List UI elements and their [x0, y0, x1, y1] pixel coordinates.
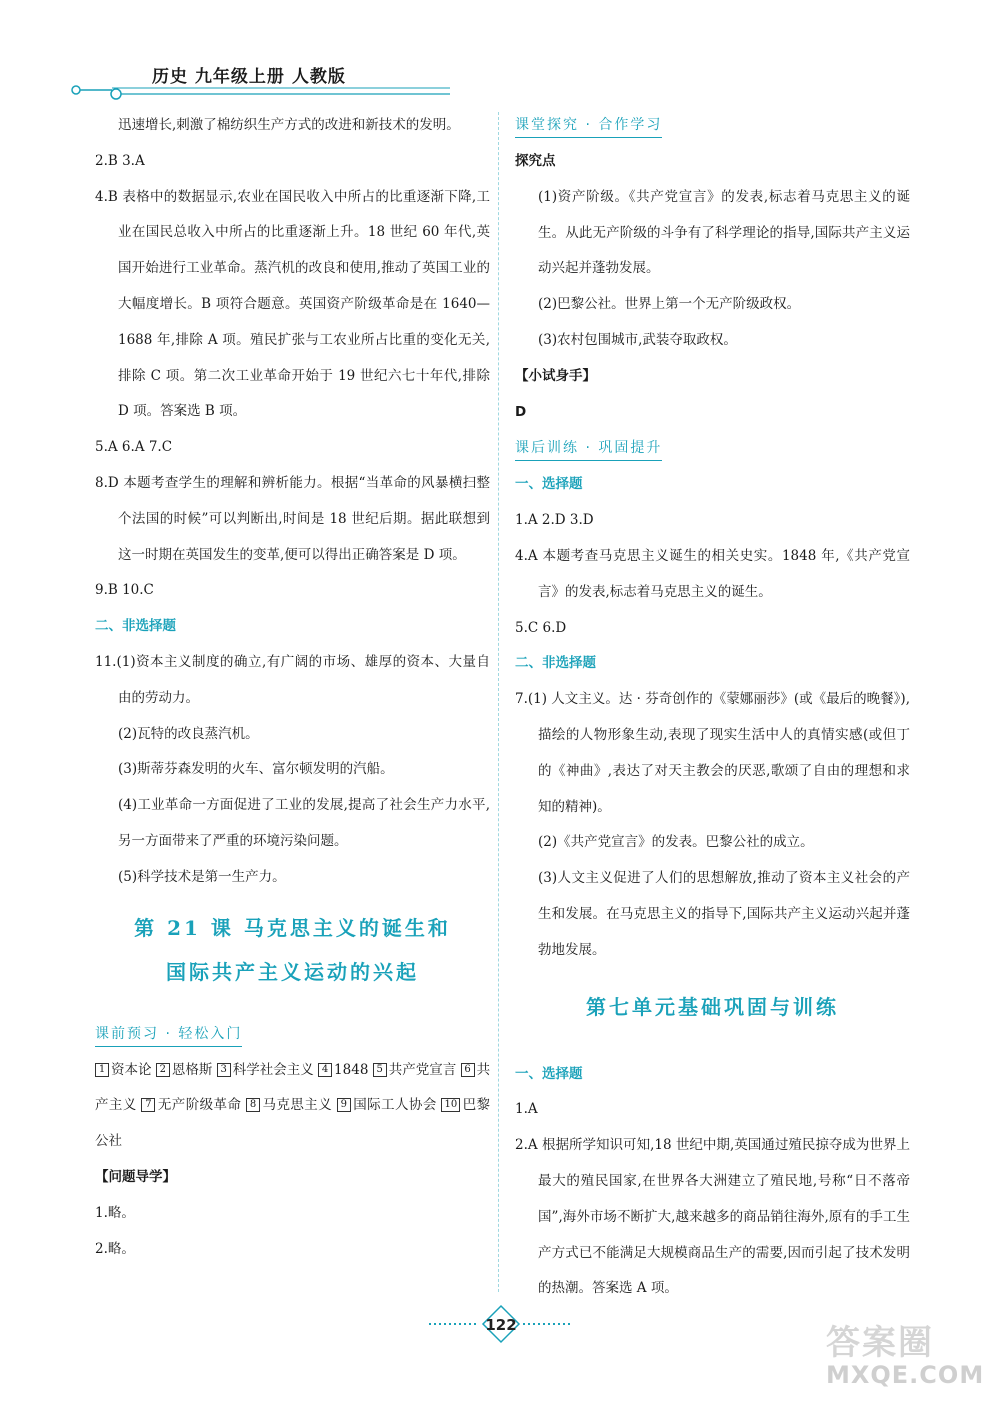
fill-number-box: 4 [318, 1063, 332, 1077]
answer-7-3: (3)人文主义促进了人们的思想解放,推动了资本主义社会的产生和发展。在马克思主义的指导下,国际共产主义运动兴起并蓬勃地发展。 [538, 870, 910, 958]
right-column [515, 108, 910, 1307]
fill-text: 科学社会主义 [232, 1061, 314, 1078]
fill-item [95, 1062, 152, 1078]
fill-item [318, 1062, 368, 1078]
answer-11-3: (3)斯蒂芬森发明的火车、富尔顿发明的汽船。 [118, 761, 394, 778]
answer-8: 8.D 本题考查学生的理解和辨析能力。根据“当革命的风暴横扫整个法国的时候”可以判断出,时间是 18 世纪后期。据此联想到这一时期在英国发生的变革,便可以得出正确答案是 D 项。 [95, 474, 490, 563]
fill-item [217, 1062, 314, 1078]
fill-item [337, 1097, 437, 1113]
fill-item [246, 1097, 332, 1113]
explore-answer-3: (3)农村包围城市,武装夺取政权。 [538, 331, 737, 348]
answer-line: 9.B 10.C [95, 582, 154, 599]
explore-answer-2: (2)巴黎公社。世界上第一个无产阶级政权。 [538, 296, 801, 313]
answer-line: 迅速增长,刺激了棉纺织生产方式的改进和新技术的发明。 [118, 117, 460, 133]
fill-number-box: 7 [141, 1098, 155, 1112]
answer-line: 1.A 2.D 3.D [515, 512, 594, 529]
answer-11-5: (5)科学技术是第一生产力。 [118, 868, 286, 885]
left-column [95, 108, 490, 1267]
unit-title: 第七单元基础巩固与训练 [586, 994, 839, 1019]
try-label: 【小试身手】 [515, 367, 596, 384]
guide-answer-2: 2.略。 [95, 1240, 135, 1257]
watermark-logo [820, 1315, 990, 1395]
book-title: 历史 九年级上册 人教版 [152, 67, 346, 87]
answer-2: 2.A 根据所学知识可知,18 世纪中期,英国通过殖民掠夺成为世界上最大的殖民国家,在世界各大洲建立了殖民地,号称“日不落帝国”,海外市场不断扩大,越来越多的商品销往海外,原有的手工生产方式已不能满足大规模商品生产的需要,因而引起了技术发明的热潮。答案选 A 项。 [515, 1137, 910, 1297]
lesson-title-line-1: 第 21 课 马克思主义的诞生和 [134, 915, 451, 940]
answer-line: 5.A 6.A 7.C [95, 439, 173, 456]
answer-11-1: 11.(1)资本主义制度的确立,有广阔的市场、雄厚的资本、大量自由的劳动力。 [95, 653, 490, 706]
fill-number-box: 5 [373, 1063, 387, 1077]
watermark-cn: 答案圈 [826, 1323, 934, 1363]
answer-4: 4.B 表格中的数据显示,农业在国民收入中所占的比重逐渐下降,工业在国民总收入中所占的比重逐渐上升。18 世纪 60 年代,英国开始进行工业革命。蒸汽机的改良和使用,推动了英国工业的大幅度增长。B 项符合题意。英国资产阶级革命是在 1640—1688 年,排除 A 项。殖民扩张与工农业所占比重的变化无关,排除 C 项。第二次工业革命开始于 19 世纪六七十年代,排除 D 项。答案选 B 项。 [95, 188, 490, 420]
fill-item [141, 1097, 241, 1113]
page-number: 122 [485, 1316, 517, 1334]
fill-text: 1848 [334, 1061, 369, 1078]
fill-number-box: 10 [441, 1098, 460, 1112]
section-heading: 一、选择题 [515, 1065, 583, 1082]
answer-7-2: (2)《共产党宣言》的发表。巴黎公社的成立。 [538, 834, 814, 851]
answer-11-4-text: (4)工业革命一方面促进了工业的发展,提高了社会生产力水平,另一方面带来了严重的环境污染问题。 [118, 797, 490, 849]
explore-label: 探究点 [515, 153, 556, 169]
after-class-banner: 课后训练 · 巩固提升 [515, 436, 662, 461]
explore-answer-1: (1)资产阶级。《共产党宣言》的发表,标志着马克思主义的诞生。从此无产阶级的斗争有了科学理论的指导,国际共产主义运动兴起并蓬勃发展。 [538, 188, 910, 277]
try-answer: D [515, 403, 527, 420]
answer-7-1: 7.(1) 人文主义。达 · 芬奇创作的《蒙娜丽莎》(或《最后的晚餐》),描绘的人物形象生动,表现了现实生活中人的真情实感(或但丁的《神曲》,表达了对天主教会的厌恶,歌颂了自由的理想和求知的精神)。 [515, 691, 910, 815]
fill-text: 无产阶级革命 [157, 1097, 242, 1114]
watermark-url: MXQE.COM [826, 1361, 985, 1389]
answer-line: 5.C 6.D [515, 619, 567, 636]
section-heading: 二、非选择题 [95, 618, 176, 635]
answer-11-4 [95, 788, 490, 860]
fill-in-answers [95, 1053, 490, 1160]
fill-text: 资本论 [111, 1061, 152, 1078]
guide-answer-1: 1.略。 [95, 1204, 135, 1221]
page-number-decoration [425, 1304, 575, 1344]
fill-text: 共产党宣言 [388, 1061, 457, 1078]
section-heading: 一、选择题 [515, 476, 583, 493]
section-heading: 二、非选择题 [515, 655, 596, 672]
answer-line: 1.A [515, 1101, 538, 1118]
fill-text: 巴黎公社 [95, 1097, 491, 1150]
fill-number-box: 6 [461, 1063, 475, 1077]
preview-banner: 课前预习 · 轻松入门 [95, 1022, 242, 1047]
fill-number-box: 1 [95, 1063, 109, 1077]
fill-number-box: 8 [246, 1098, 260, 1112]
fill-text: 共产主义 [95, 1061, 491, 1114]
fill-text: 恩格斯 [171, 1061, 213, 1078]
header-rule-decoration [60, 80, 460, 100]
answer-4: 4.A 本题考查马克思主义诞生的相关史实。1848 年,《共产党宣言》的发表,标志着马克思主义的诞生。 [515, 547, 910, 600]
fill-number-box: 2 [156, 1063, 170, 1077]
fill-text: 国际工人协会 [352, 1097, 437, 1114]
fill-number-box: 9 [337, 1098, 351, 1112]
fill-item [373, 1062, 457, 1078]
column-divider [498, 112, 499, 1292]
page-header [0, 0, 1000, 110]
answer-line: 2.B 3.A [95, 152, 145, 169]
guide-label: 【问题导学】 [95, 1168, 176, 1185]
answer-11-2: (2)瓦特的改良蒸汽机。 [118, 725, 259, 742]
fill-item [156, 1062, 213, 1078]
lesson-title-line-2: 国际共产主义运动的兴起 [166, 959, 419, 984]
fill-text: 马克思主义 [262, 1097, 333, 1114]
fill-number-box: 3 [217, 1063, 231, 1077]
class-banner: 课堂探究 · 合作学习 [515, 113, 662, 138]
